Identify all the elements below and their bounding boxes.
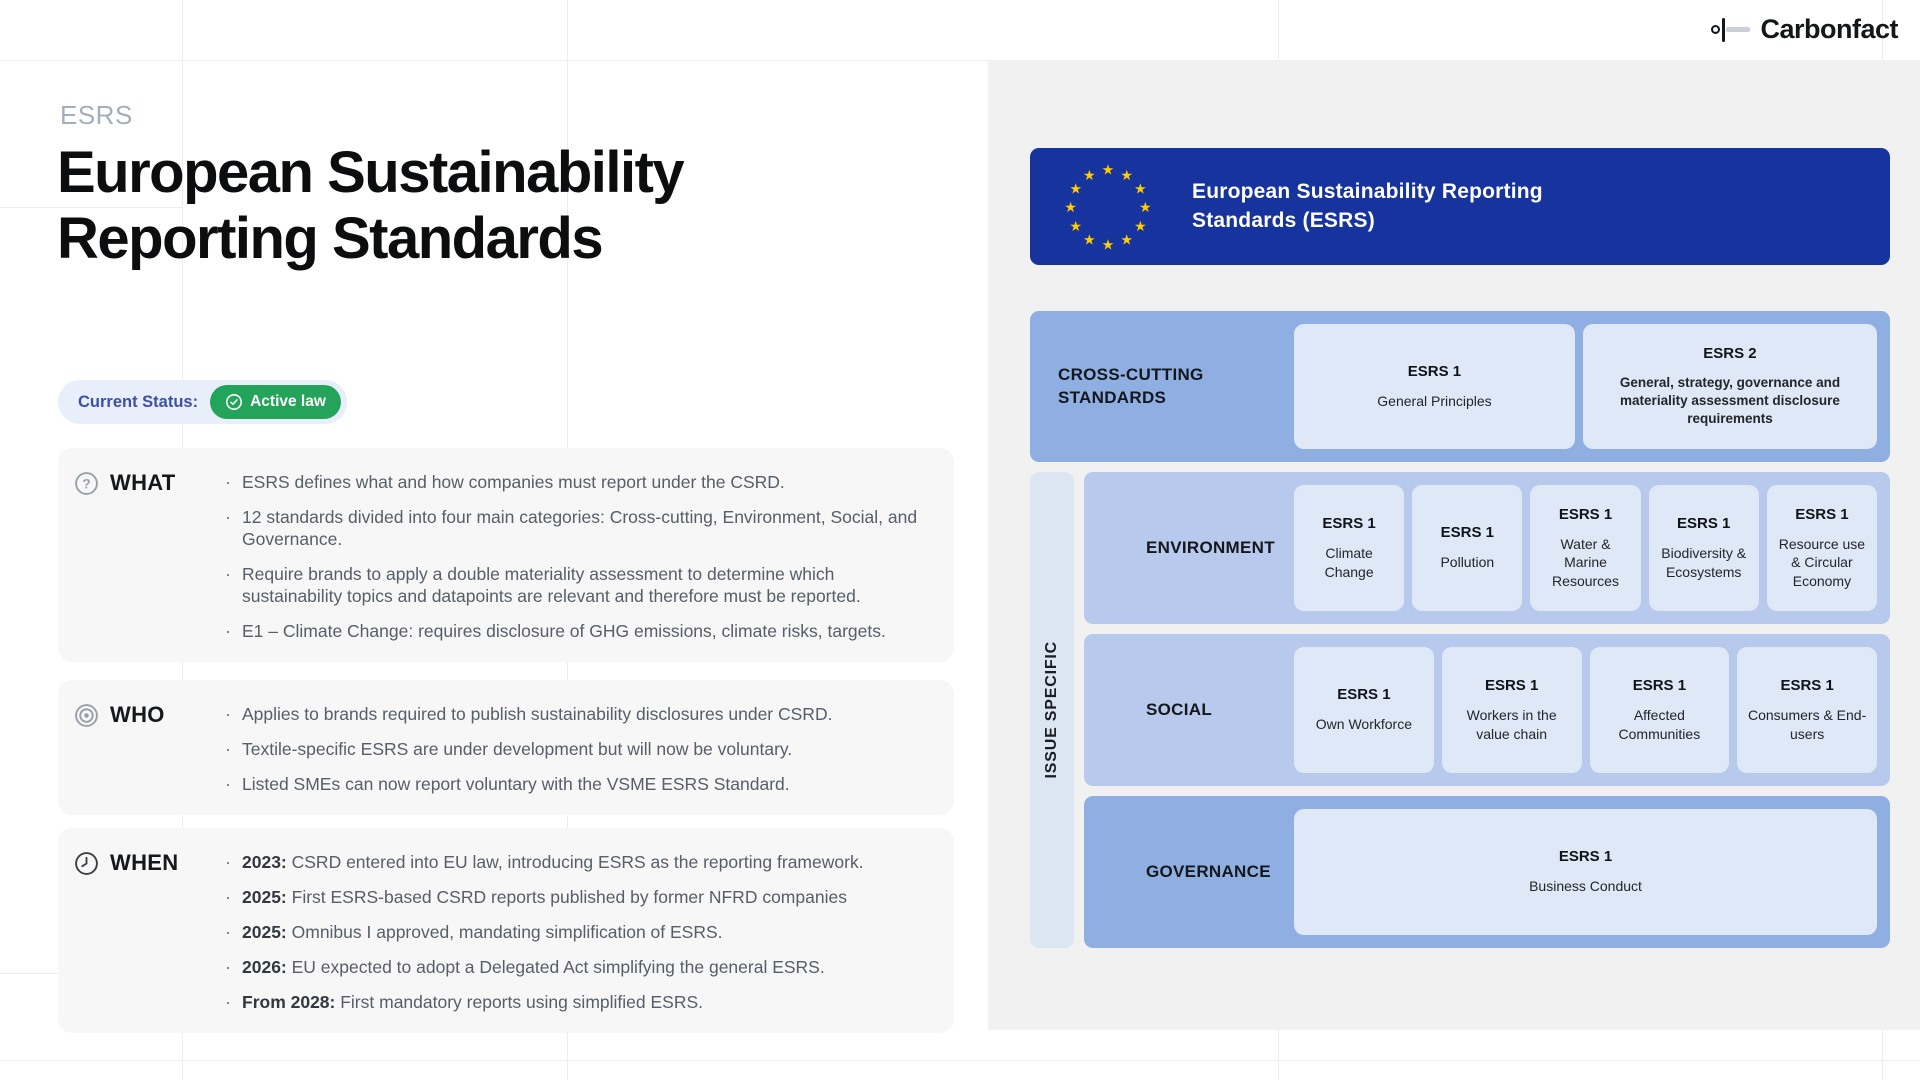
- bullet-item: [225, 703, 930, 725]
- esrs-diagram-panel: [988, 60, 1920, 1030]
- issue-specific-label: ISSUE SPECIFIC: [1043, 641, 1060, 779]
- bullet-text: 12 standards divided into four main categories: Cross-cutting, Environment, Social, and Governance.: [242, 507, 918, 549]
- bullet-item: [225, 921, 930, 943]
- svg-text:★: ★: [1134, 218, 1147, 235]
- bullet-year: From 2028:: [242, 992, 341, 1012]
- esrs-card: [1649, 485, 1759, 611]
- row-cards: [1294, 472, 1890, 624]
- esrs-card-title: ESRS 1: [1558, 848, 1613, 866]
- esrs-card: [1294, 809, 1877, 935]
- breadcrumb-esrs: ESRS: [60, 100, 133, 130]
- esrs-card-subtitle: Consumers & End-users: [1747, 707, 1867, 742]
- bullet-year: 2026:: [242, 957, 292, 977]
- clock-icon: [74, 851, 99, 876]
- bullet-item: [225, 851, 930, 873]
- esrs-card-subtitle: General, strategy, governance and materiality assessment disclosure requirements: [1619, 375, 1841, 426]
- eu-header-banner: [1030, 148, 1890, 265]
- bullet-dot: ·: [225, 852, 231, 872]
- svg-text:★: ★: [1120, 231, 1134, 248]
- svg-text:★: ★: [1069, 218, 1082, 235]
- bullet-dot: ·: [225, 774, 231, 794]
- esrs-card: [1294, 485, 1404, 611]
- diagram-row-environment: [1084, 472, 1890, 624]
- row-label: ENVIRONMENT: [1146, 537, 1275, 557]
- esrs-card: [1530, 485, 1640, 611]
- section-heading: WHO: [110, 702, 165, 727]
- bullet-dot: ·: [225, 472, 231, 492]
- bullet-item: [225, 738, 930, 760]
- esrs-card: [1590, 647, 1730, 773]
- esrs-card-title: ESRS 1: [1337, 686, 1391, 704]
- svg-text:★: ★: [1101, 162, 1115, 179]
- esrs-card: [1583, 324, 1877, 449]
- bullet-text: Require brands to apply a double materiality assessment to determine which sustainability topics and datapoints are relevant and therefore must be reported.: [242, 564, 861, 606]
- row-label: SOCIAL: [1146, 699, 1213, 719]
- svg-text:★: ★: [1120, 167, 1134, 184]
- bullet-year: 2023:: [242, 852, 292, 872]
- bullet-dot: ·: [225, 992, 231, 1012]
- carbonfact-logo[interactable]: [1711, 14, 1898, 45]
- esrs-card-title: ESRS 2: [1703, 345, 1757, 363]
- bullet-dot: ·: [225, 621, 231, 641]
- bullet-year: 2025:: [242, 887, 292, 907]
- esrs-card-subtitle: Climate Change: [1324, 545, 1374, 580]
- esrs-card-title: ESRS 1: [1440, 524, 1494, 542]
- svg-text:★: ★: [1134, 180, 1147, 197]
- bullet-item: [225, 563, 930, 607]
- esrs-card-subtitle: Workers in the value chain: [1466, 707, 1557, 742]
- row-cards: [1294, 634, 1890, 786]
- bullet-text: Textile-specific ESRS are under development but will now be voluntary.: [242, 739, 793, 759]
- esrs-diagram: [1030, 148, 1890, 948]
- bullet-text: From 2028: First mandatory reports using simplified ESRS.: [242, 992, 704, 1012]
- bullet-text: 2026: EU expected to adopt a Delegated Act simplifying the general ESRS.: [242, 957, 825, 977]
- row-label: CROSS-CUTTING STANDARDS: [1058, 365, 1204, 407]
- svg-text:★: ★: [1069, 180, 1082, 197]
- bullet-item: [225, 991, 930, 1013]
- bullet-dot: ·: [225, 507, 231, 527]
- section-card-when: [58, 828, 954, 1033]
- check-circle-icon: [225, 393, 243, 411]
- svg-text:★: ★: [1101, 236, 1115, 253]
- bullet-dot: ·: [225, 704, 231, 724]
- content-column: [0, 60, 988, 1030]
- diagram-title: European Sustainability Reporting Standards (ESRS): [1192, 180, 1543, 232]
- grid-line: [0, 1060, 1920, 1061]
- section-card-who: [58, 680, 954, 815]
- esrs-card-subtitle: Business Conduct: [1529, 878, 1642, 895]
- bullet-dot: ·: [225, 564, 231, 584]
- esrs-card-title: ESRS 1: [1484, 677, 1539, 695]
- bullet-item: [225, 620, 930, 642]
- bullet-text: Applies to brands required to publish sustainability disclosures under CSRD.: [242, 704, 833, 724]
- section-bullet-list: [225, 700, 930, 795]
- eu-flag-stars-icon: [1060, 159, 1156, 255]
- question-icon: [74, 471, 99, 496]
- esrs-card-subtitle: General Principles: [1377, 392, 1492, 409]
- esrs-card-subtitle: Own Workforce: [1315, 716, 1412, 733]
- target-icon: [74, 703, 99, 728]
- esrs-card-subtitle: Water & Marine Resources: [1552, 535, 1619, 589]
- row-cards: [1294, 796, 1890, 948]
- esrs-card-title: ESRS 1: [1558, 505, 1613, 523]
- brand-name: Carbonfact: [1760, 14, 1898, 44]
- esrs-card-title: ESRS 1: [1780, 677, 1834, 695]
- esrs-card-title: ESRS 1: [1632, 677, 1687, 695]
- esrs-card: [1442, 647, 1582, 773]
- esrs-card: [1294, 647, 1434, 773]
- section-card-what: [58, 448, 954, 662]
- svg-text:★: ★: [1064, 199, 1077, 216]
- issue-specific-group: [1030, 472, 1890, 948]
- bullet-text: ESRS defines what and how companies must report under the CSRD.: [242, 472, 785, 492]
- section-heading: WHEN: [110, 850, 179, 875]
- esrs-card-title: ESRS 1: [1795, 505, 1849, 523]
- section-bullet-list: [225, 468, 930, 642]
- row-label: GOVERNANCE: [1146, 861, 1271, 881]
- top-bar: [0, 0, 1920, 60]
- section-bullet-list: [225, 848, 930, 1013]
- bullet-dot: ·: [225, 887, 231, 907]
- esrs-card: [1412, 485, 1522, 611]
- esrs-card-subtitle: Resource use & Circular Economy: [1778, 535, 1866, 589]
- esrs-card-title: ESRS 1: [1677, 515, 1731, 533]
- esrs-card-subtitle: Affected Communities: [1618, 707, 1701, 742]
- svg-text:★: ★: [1082, 167, 1096, 184]
- bullet-item: [225, 773, 930, 795]
- bullet-item: [225, 886, 930, 908]
- bullet-dot: ·: [225, 922, 231, 942]
- svg-text:★: ★: [1139, 199, 1152, 216]
- bullet-dot: ·: [225, 957, 231, 977]
- status-badge: Active law: [210, 385, 341, 419]
- esrs-card-title: ESRS 1: [1407, 362, 1462, 380]
- bullet-item: [225, 506, 930, 550]
- bullet-year: 2025:: [242, 922, 292, 942]
- carbonfact-logo-icon: [1711, 18, 1751, 42]
- esrs-card-subtitle: Pollution: [1440, 554, 1495, 571]
- esrs-card: [1294, 324, 1575, 449]
- svg-text:?: ?: [82, 476, 91, 492]
- svg-text:★: ★: [1082, 231, 1096, 248]
- issue-specific-strip: [1030, 472, 1074, 948]
- bullet-text: 2025: Omnibus I approved, mandating simplification of ESRS.: [242, 922, 723, 942]
- bullet-text: 2025: First ESRS-based CSRD reports published by former NFRD companies: [242, 887, 847, 907]
- diagram-row-cross-cutting-standards: [1030, 311, 1890, 462]
- bullet-item: [225, 471, 930, 493]
- diagram-row-social: [1084, 634, 1890, 786]
- row-cards: [1294, 311, 1890, 462]
- bullet-item: [225, 956, 930, 978]
- diagram-row-governance: [1084, 796, 1890, 948]
- status-pill: [58, 380, 347, 424]
- esrs-card: [1767, 485, 1877, 611]
- bullet-text: 2023: CSRD entered into EU law, introducing ESRS as the reporting framework.: [242, 852, 864, 872]
- bullet-dot: ·: [225, 739, 231, 759]
- section-heading: WHAT: [110, 470, 176, 495]
- esrs-card: [1737, 647, 1877, 773]
- bullet-text: E1 – Climate Change: requires disclosure of GHG emissions, climate risks, targets.: [242, 621, 886, 641]
- bullet-text: Listed SMEs can now report voluntary with the VSME ESRS Standard.: [242, 774, 790, 794]
- page-title: European Sustainability Reporting Standards: [57, 140, 684, 272]
- esrs-card-subtitle: Biodiversity & Ecosystems: [1661, 545, 1747, 580]
- status-label: Current Status:: [78, 392, 199, 411]
- esrs-card-title: ESRS 1: [1322, 515, 1376, 533]
